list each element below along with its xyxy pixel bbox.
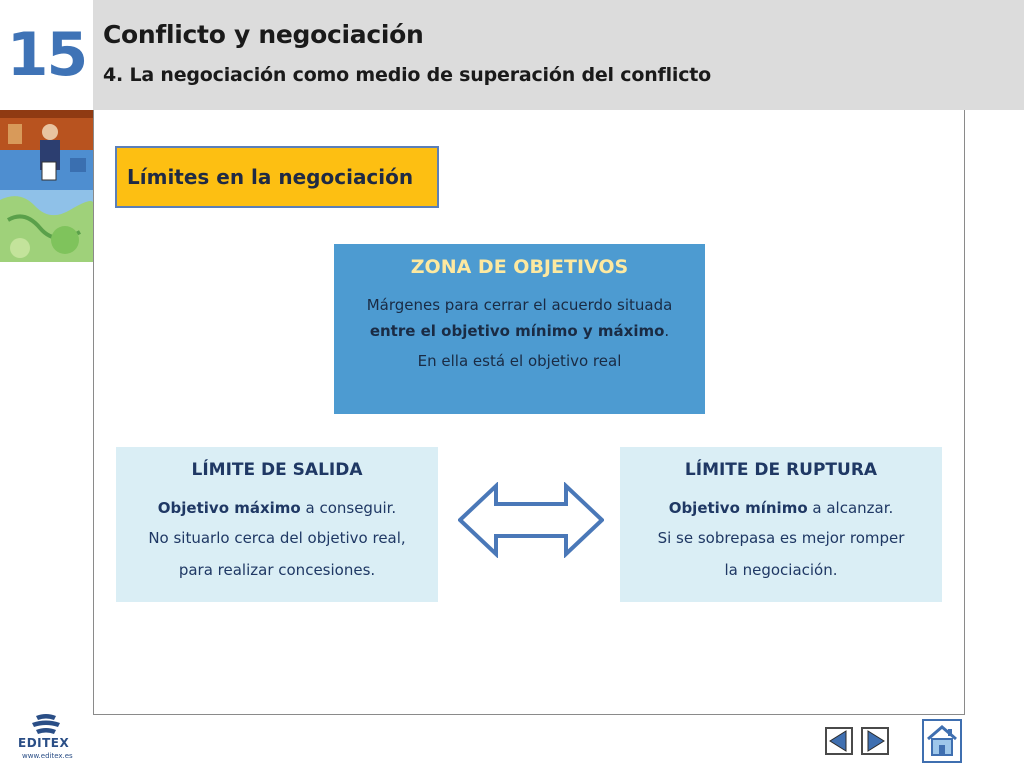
chapter-number: 15 (0, 0, 93, 110)
limite-salida-line3: para realizar concesiones. (178, 561, 376, 579)
zona-line1-start: Márgenes para cerrar el acuerdo situada (366, 296, 673, 314)
triangle-left-icon (827, 729, 851, 753)
slide-header (93, 0, 1024, 110)
logo-url: www.editex.es (22, 752, 73, 760)
limite-salida-line2: No situarlo cerca del objetivo real, (148, 529, 406, 547)
limite-ruptura-bold: Objetivo mínimo (668, 499, 808, 517)
limite-ruptura-line1 (620, 494, 942, 522)
zona-line1-bold: entre el objetivo mínimo y máximo (369, 322, 665, 340)
zona-line1-end: . (664, 322, 670, 340)
limite-ruptura-line2: Si se sobrepasa es mejor romper (657, 529, 905, 547)
zona-title: ZONA DE OBJETIVOS (410, 256, 629, 278)
triangle-right-icon (863, 729, 887, 753)
limite-salida-bold: Objetivo máximo (157, 499, 301, 517)
home-icon (924, 721, 960, 761)
limite-ruptura-rest: a alcanzar. (807, 499, 894, 517)
slide-title: Conflicto y negociación (103, 20, 424, 49)
zona-objetivos-box (334, 244, 705, 414)
limite-salida-title: LÍMITE DE SALIDA (191, 460, 363, 480)
slide-subtitle: 4. La negociación como medio de superación del conflicto (103, 64, 712, 86)
zona-line2: En ella está el objetivo real (417, 352, 622, 370)
section-label: Límites en la negociación (115, 146, 439, 208)
zona-description (334, 292, 705, 344)
limite-salida-line1 (116, 494, 438, 522)
home-button[interactable] (922, 719, 962, 763)
illustration-graphic (0, 110, 93, 262)
limite-ruptura-box (620, 447, 942, 602)
limite-ruptura-title: LÍMITE DE RUPTURA (684, 460, 878, 480)
limite-ruptura-line3: la negociación. (724, 561, 838, 579)
limite-salida-box (116, 447, 438, 602)
double-arrow-icon (458, 482, 604, 558)
decorative-illustration (0, 110, 93, 262)
next-slide-button[interactable] (861, 727, 889, 755)
logo-text: EDITEX (18, 736, 70, 750)
previous-slide-button[interactable] (825, 727, 853, 755)
limite-salida-rest: a conseguir. (300, 499, 397, 517)
